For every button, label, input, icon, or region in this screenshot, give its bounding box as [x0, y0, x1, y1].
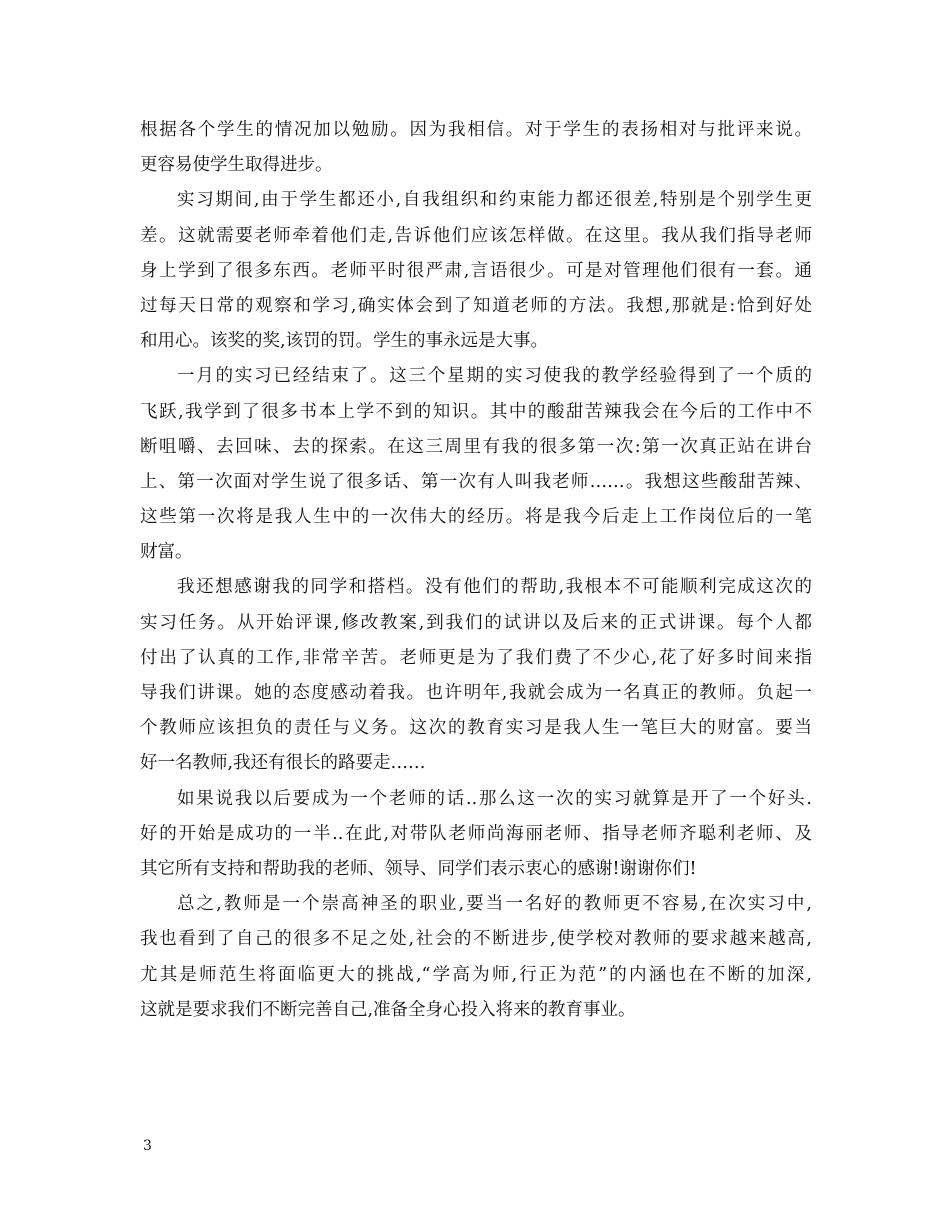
text-line: 总之,教师是一个崇高神圣的职业,要当一名好的教师更不容易,在次实习中,: [177, 894, 812, 915]
document-body: [140, 113, 812, 1028]
paragraph: [140, 782, 812, 888]
text-line: 其它所有支持和帮助我的老师、领导、同学们表示衷心的感谢!谢谢你们!: [140, 858, 697, 879]
text-line: 财富。: [140, 542, 193, 563]
text-line: 飞跃,我学到了很多书本上学不到的知识。其中的酸甜苦辣我会在今后的工作中不: [140, 401, 812, 422]
text-line: 我还想感谢我的同学和搭档。没有他们的帮助,我根本不可能顺利完成这次的: [177, 577, 812, 598]
text-line: 一月的实习已经结束了。这三个星期的实习使我的教学经验得到了一个质的: [177, 366, 812, 387]
text-line: 尤其是师范生将面临更大的挑战,“学高为师,行正为范”的内涵也在不断的加深,: [140, 964, 812, 985]
text-line: 这就是要求我们不断完善自己,准备全身心投入将来的教育事业。: [140, 999, 636, 1020]
text-line: 实习任务。从开始评课,修改教案,到我们的试讲以及后来的正式讲课。每个人都: [140, 612, 812, 633]
paragraph: [140, 887, 812, 1028]
text-line: 这些第一次将是我人生中的一次伟大的经历。将是我今后走上工作岗位后的一笔: [140, 507, 812, 528]
paragraph: [140, 113, 812, 183]
text-line: 付出了认真的工作,非常辛苦。老师更是为了我们费了不少心,花了好多时间来指: [140, 647, 812, 668]
text-line: 好的开始是成功的一半..在此,对带队老师尚海丽老师、指导老师齐聪利老师、及: [140, 823, 812, 844]
paragraph: [140, 570, 812, 781]
paragraph: [140, 183, 812, 359]
text-line: 过每天日常的观察和学习,确实体会到了知道老师的方法。我想,那就是:恰到好处: [140, 295, 812, 316]
page-number: 3: [143, 1138, 152, 1154]
text-line: 我也看到了自己的很多不足之处,社会的不断进步,使学校对教师的要求越来越高,: [140, 929, 812, 950]
text-line: 上、第一次面对学生说了很多话、第一次有人叫我老师……。我想这些酸甜苦辣、: [140, 471, 812, 492]
text-line: 好一名教师,我还有很长的路要走……: [140, 753, 426, 774]
text-line: 更容易使学生取得进步。: [140, 155, 333, 176]
text-line: 导我们讲课。她的态度感动着我。也许明年,我就会成为一名真正的教师。负起一: [140, 683, 812, 703]
text-line: 断咀嚼、去回味、去的探索。在这三周里有我的很多第一次:第一次真正站在讲台: [140, 436, 812, 457]
text-line: 和用心。该奖的奖,该罚的罚。学生的事永远是大事。: [140, 331, 549, 352]
text-line: 如果说我以后要成为一个老师的话..那么这一次的实习就算是开了一个好头.: [177, 788, 812, 809]
paragraph: [140, 359, 812, 570]
text-line: 实习期间,由于学生都还小,自我组织和约束能力都还很差,特别是个别学生更: [177, 190, 812, 211]
text-line: 根据各个学生的情况加以勉励。因为我相信。对于学生的表扬相对与批评来说。: [140, 120, 812, 140]
text-line: 个教师应该担负的责任与义务。这次的教育实习是我人生一笔巨大的财富。要当: [140, 718, 812, 739]
text-line: 身上学到了很多东西。老师平时很严肃,言语很少。可是对管理他们很有一套。通: [140, 260, 812, 281]
text-line: 差。这就需要老师牵着他们走,告诉他们应该怎样做。在这里。我从我们指导老师: [140, 225, 812, 246]
